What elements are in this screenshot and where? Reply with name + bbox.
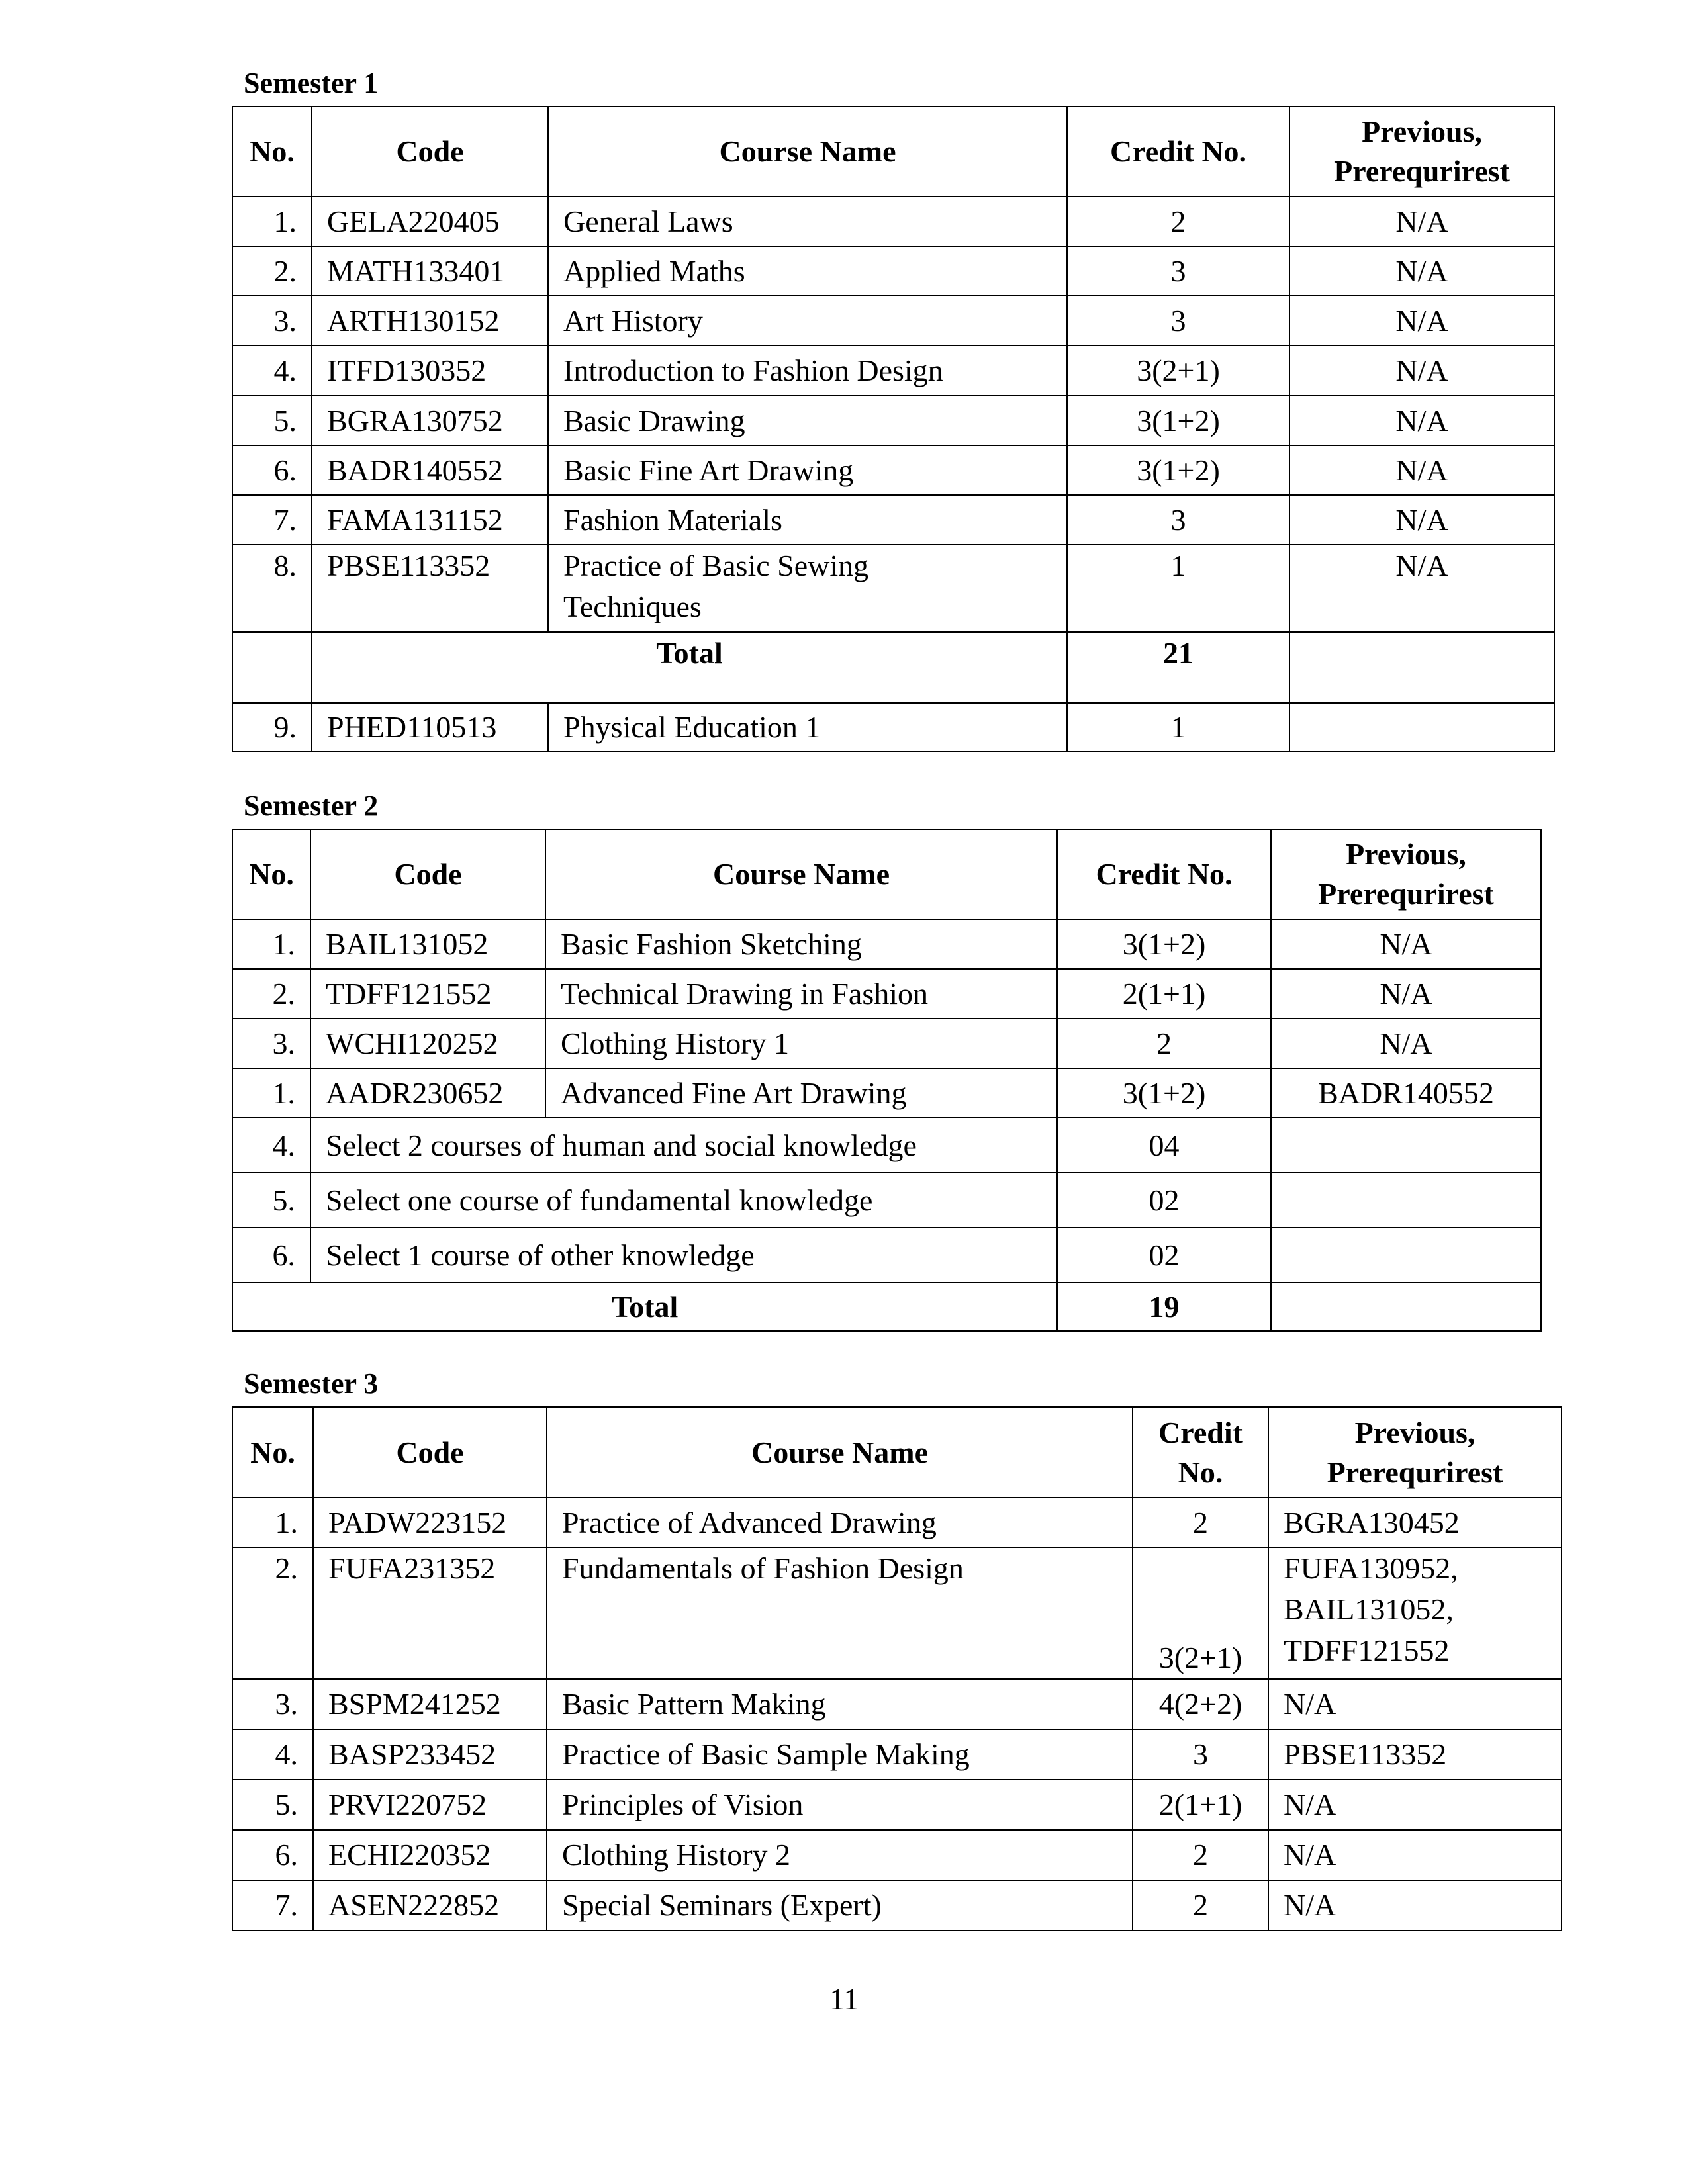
table-row [232,545,1554,632]
header-prerequisite: Previous, Prerequrirest [1271,829,1541,919]
header-code: Code [313,1407,547,1498]
row-prerequisite: N/A [1268,1679,1562,1729]
row-prerequisite: N/A [1289,345,1554,396]
row-no: 4. [232,1729,313,1780]
table-row [232,1729,1562,1780]
semester-1-table [232,106,1555,752]
row-code: GELA220405 [312,197,548,246]
header-course-name: Course Name [547,1407,1133,1498]
row-code: BSPM241252 [313,1679,547,1729]
row-credit: 3(1+2) [1057,919,1271,969]
row-no: 7. [232,1880,313,1931]
row-course-name: Special Seminars (Expert) [547,1880,1133,1931]
row-code: ASEN222852 [313,1880,547,1931]
header-no: No. [232,1407,313,1498]
header-course-name: Course Name [548,107,1067,197]
row-no: 1. [232,197,312,246]
row-code: MATH133401 [312,246,548,296]
row-course-name: Practice of Advanced Drawing [547,1498,1133,1547]
row-code: ITFD130352 [312,345,548,396]
table-row [232,296,1554,345]
row-prerequisite: N/A [1268,1830,1562,1880]
row-course-name: Advanced Fine Art Drawing [545,1068,1057,1118]
row-course-name: Basic Fine Art Drawing [548,445,1067,495]
row-code: PHED110513 [312,703,548,751]
row-course-name: Fashion Materials [548,495,1067,545]
row-no: 4. [232,345,312,396]
page-number: 11 [829,1982,859,2016]
row-no: 4. [232,1118,310,1173]
total-label: Total [312,632,1067,703]
row-credit: 3(1+2) [1067,445,1289,495]
row-prerequisite: N/A [1289,495,1554,545]
row-credit: 3(2+1) [1067,345,1289,396]
row-no: 8. [232,545,312,632]
total-label: Total [232,1283,1057,1331]
row-credit: 2 [1133,1498,1268,1547]
row-prerequisite: N/A [1289,246,1554,296]
row-course-name: Physical Education 1 [548,703,1067,751]
row-credit: 1 [1067,703,1289,751]
header-code: Code [310,829,545,919]
table-row [232,1547,1562,1679]
total-value: 21 [1067,632,1289,703]
row-credit: 3 [1067,495,1289,545]
row-course-name: Principles of Vision [547,1780,1133,1830]
table-row [232,495,1554,545]
row-credit: 4(2+2) [1133,1679,1268,1729]
row-code: TDFF121552 [310,969,545,1019]
row-credit: 3 [1067,246,1289,296]
row-no: 6. [232,1830,313,1880]
row-prerequisite: N/A [1268,1780,1562,1830]
table-row [232,703,1554,751]
row-code: PRVI220752 [313,1780,547,1830]
table-row [232,197,1554,246]
row-credit: 02 [1057,1173,1271,1228]
row-course-name: Fundamentals of Fashion Design [547,1547,1133,1679]
row-prerequisite: N/A [1271,919,1541,969]
table-row [232,969,1541,1019]
row-prerequisite: N/A [1289,396,1554,445]
row-course-name: Practice of Basic Sewing Techniques [548,545,1067,632]
header-code: Code [312,107,548,197]
total-value: 19 [1057,1283,1271,1331]
row-credit: 04 [1057,1118,1271,1173]
row-no: 3. [232,1679,313,1729]
table-row [232,1830,1562,1880]
table-row [232,1498,1562,1547]
row-prerequisite: N/A [1268,1880,1562,1931]
elective-row [232,1118,1541,1173]
row-course-name: Practice of Basic Sample Making [547,1729,1133,1780]
row-no: 1. [232,919,310,969]
elective-text: Select 2 courses of human and social knowledge [310,1118,1057,1173]
row-prerequisite: N/A [1271,969,1541,1019]
row-no: 2. [232,1547,313,1679]
row-credit: 3(2+1) [1133,1547,1268,1679]
table-row [232,445,1554,495]
table-row [232,1679,1562,1729]
header-prerequisite: Previous, Prerequrirest [1268,1407,1562,1498]
row-credit: 2(1+1) [1133,1780,1268,1830]
row-code: ARTH130152 [312,296,548,345]
total-row [232,1283,1541,1331]
table-row [232,1019,1541,1068]
row-prerequisite: N/A [1271,1019,1541,1068]
row-no: 1. [232,1068,310,1118]
row-code: ECHI220352 [313,1830,547,1880]
header-no: No. [232,107,312,197]
row-course-name: Clothing History 1 [545,1019,1057,1068]
row-no: 5. [232,1780,313,1830]
table-row [232,345,1554,396]
header-no: No. [232,829,310,919]
row-prerequisite: FUFA130952, BAIL131052, TDFF121552 [1268,1547,1562,1679]
total-row [232,632,1554,703]
table-row [232,1780,1562,1830]
row-prerequisite: N/A [1289,296,1554,345]
row-code: PADW223152 [313,1498,547,1547]
row-course-name: Basic Pattern Making [547,1679,1133,1729]
semester-3-table [232,1406,1562,1931]
row-no: 6. [232,445,312,495]
row-credit: 3 [1067,296,1289,345]
row-no: 5. [232,396,312,445]
row-no: 2. [232,246,312,296]
table-row [232,1880,1562,1931]
row-course-name: Introduction to Fashion Design [548,345,1067,396]
header-credit: Credit No. [1133,1407,1268,1498]
semester-2-table [232,829,1542,1332]
row-no: 1. [232,1498,313,1547]
semester-3-title: Semester 3 [244,1367,379,1400]
row-course-name: General Laws [548,197,1067,246]
row-code: BASP233452 [313,1729,547,1780]
row-credit: 2 [1133,1880,1268,1931]
row-credit: 2(1+1) [1057,969,1271,1019]
row-no: 2. [232,969,310,1019]
elective-row [232,1228,1541,1283]
header-prerequisite: Previous, Prerequrirest [1289,107,1554,197]
row-course-name: Applied Maths [548,246,1067,296]
table-header-row [232,829,1541,919]
row-no: 9. [232,703,312,751]
row-course-name: Art History [548,296,1067,345]
row-code: AADR230652 [310,1068,545,1118]
row-course-name: Basic Drawing [548,396,1067,445]
row-course-name: Technical Drawing in Fashion [545,969,1057,1019]
header-credit: Credit No. [1067,107,1289,197]
table-header-row [232,1407,1562,1498]
table-header-row [232,107,1554,197]
row-prerequisite: PBSE113352 [1268,1729,1562,1780]
row-prerequisite: N/A [1289,445,1554,495]
row-code: FUFA231352 [313,1547,547,1679]
row-course-name: Basic Fashion Sketching [545,919,1057,969]
row-no: 6. [232,1228,310,1283]
row-code: FAMA131152 [312,495,548,545]
row-credit: 2 [1133,1830,1268,1880]
row-prerequisite: N/A [1289,545,1554,632]
row-no: 7. [232,495,312,545]
elective-text: Select one course of fundamental knowledge [310,1173,1057,1228]
row-code: PBSE113352 [312,545,548,632]
header-course-name: Course Name [545,829,1057,919]
row-credit: 3(1+2) [1067,396,1289,445]
semester-2-title: Semester 2 [244,790,379,822]
row-code: BAIL131052 [310,919,545,969]
row-course-name: Clothing History 2 [547,1830,1133,1880]
semester-1-title: Semester 1 [244,67,379,99]
row-credit: 2 [1057,1019,1271,1068]
row-credit: 1 [1067,545,1289,632]
row-credit: 3(1+2) [1057,1068,1271,1118]
row-no: 3. [232,296,312,345]
table-row [232,919,1541,969]
header-credit: Credit No. [1057,829,1271,919]
row-prerequisite: BADR140552 [1271,1068,1541,1118]
table-row [232,396,1554,445]
row-no: 5. [232,1173,310,1228]
table-row [232,246,1554,296]
row-code: BADR140552 [312,445,548,495]
row-credit: 2 [1067,197,1289,246]
row-credit: 3 [1133,1729,1268,1780]
row-code: WCHI120252 [310,1019,545,1068]
row-no: 3. [232,1019,310,1068]
elective-text: Select 1 course of other knowledge [310,1228,1057,1283]
row-code: BGRA130752 [312,396,548,445]
row-prerequisite: N/A [1289,197,1554,246]
elective-row [232,1173,1541,1228]
row-credit: 02 [1057,1228,1271,1283]
row-prerequisite: BGRA130452 [1268,1498,1562,1547]
table-row [232,1068,1541,1118]
